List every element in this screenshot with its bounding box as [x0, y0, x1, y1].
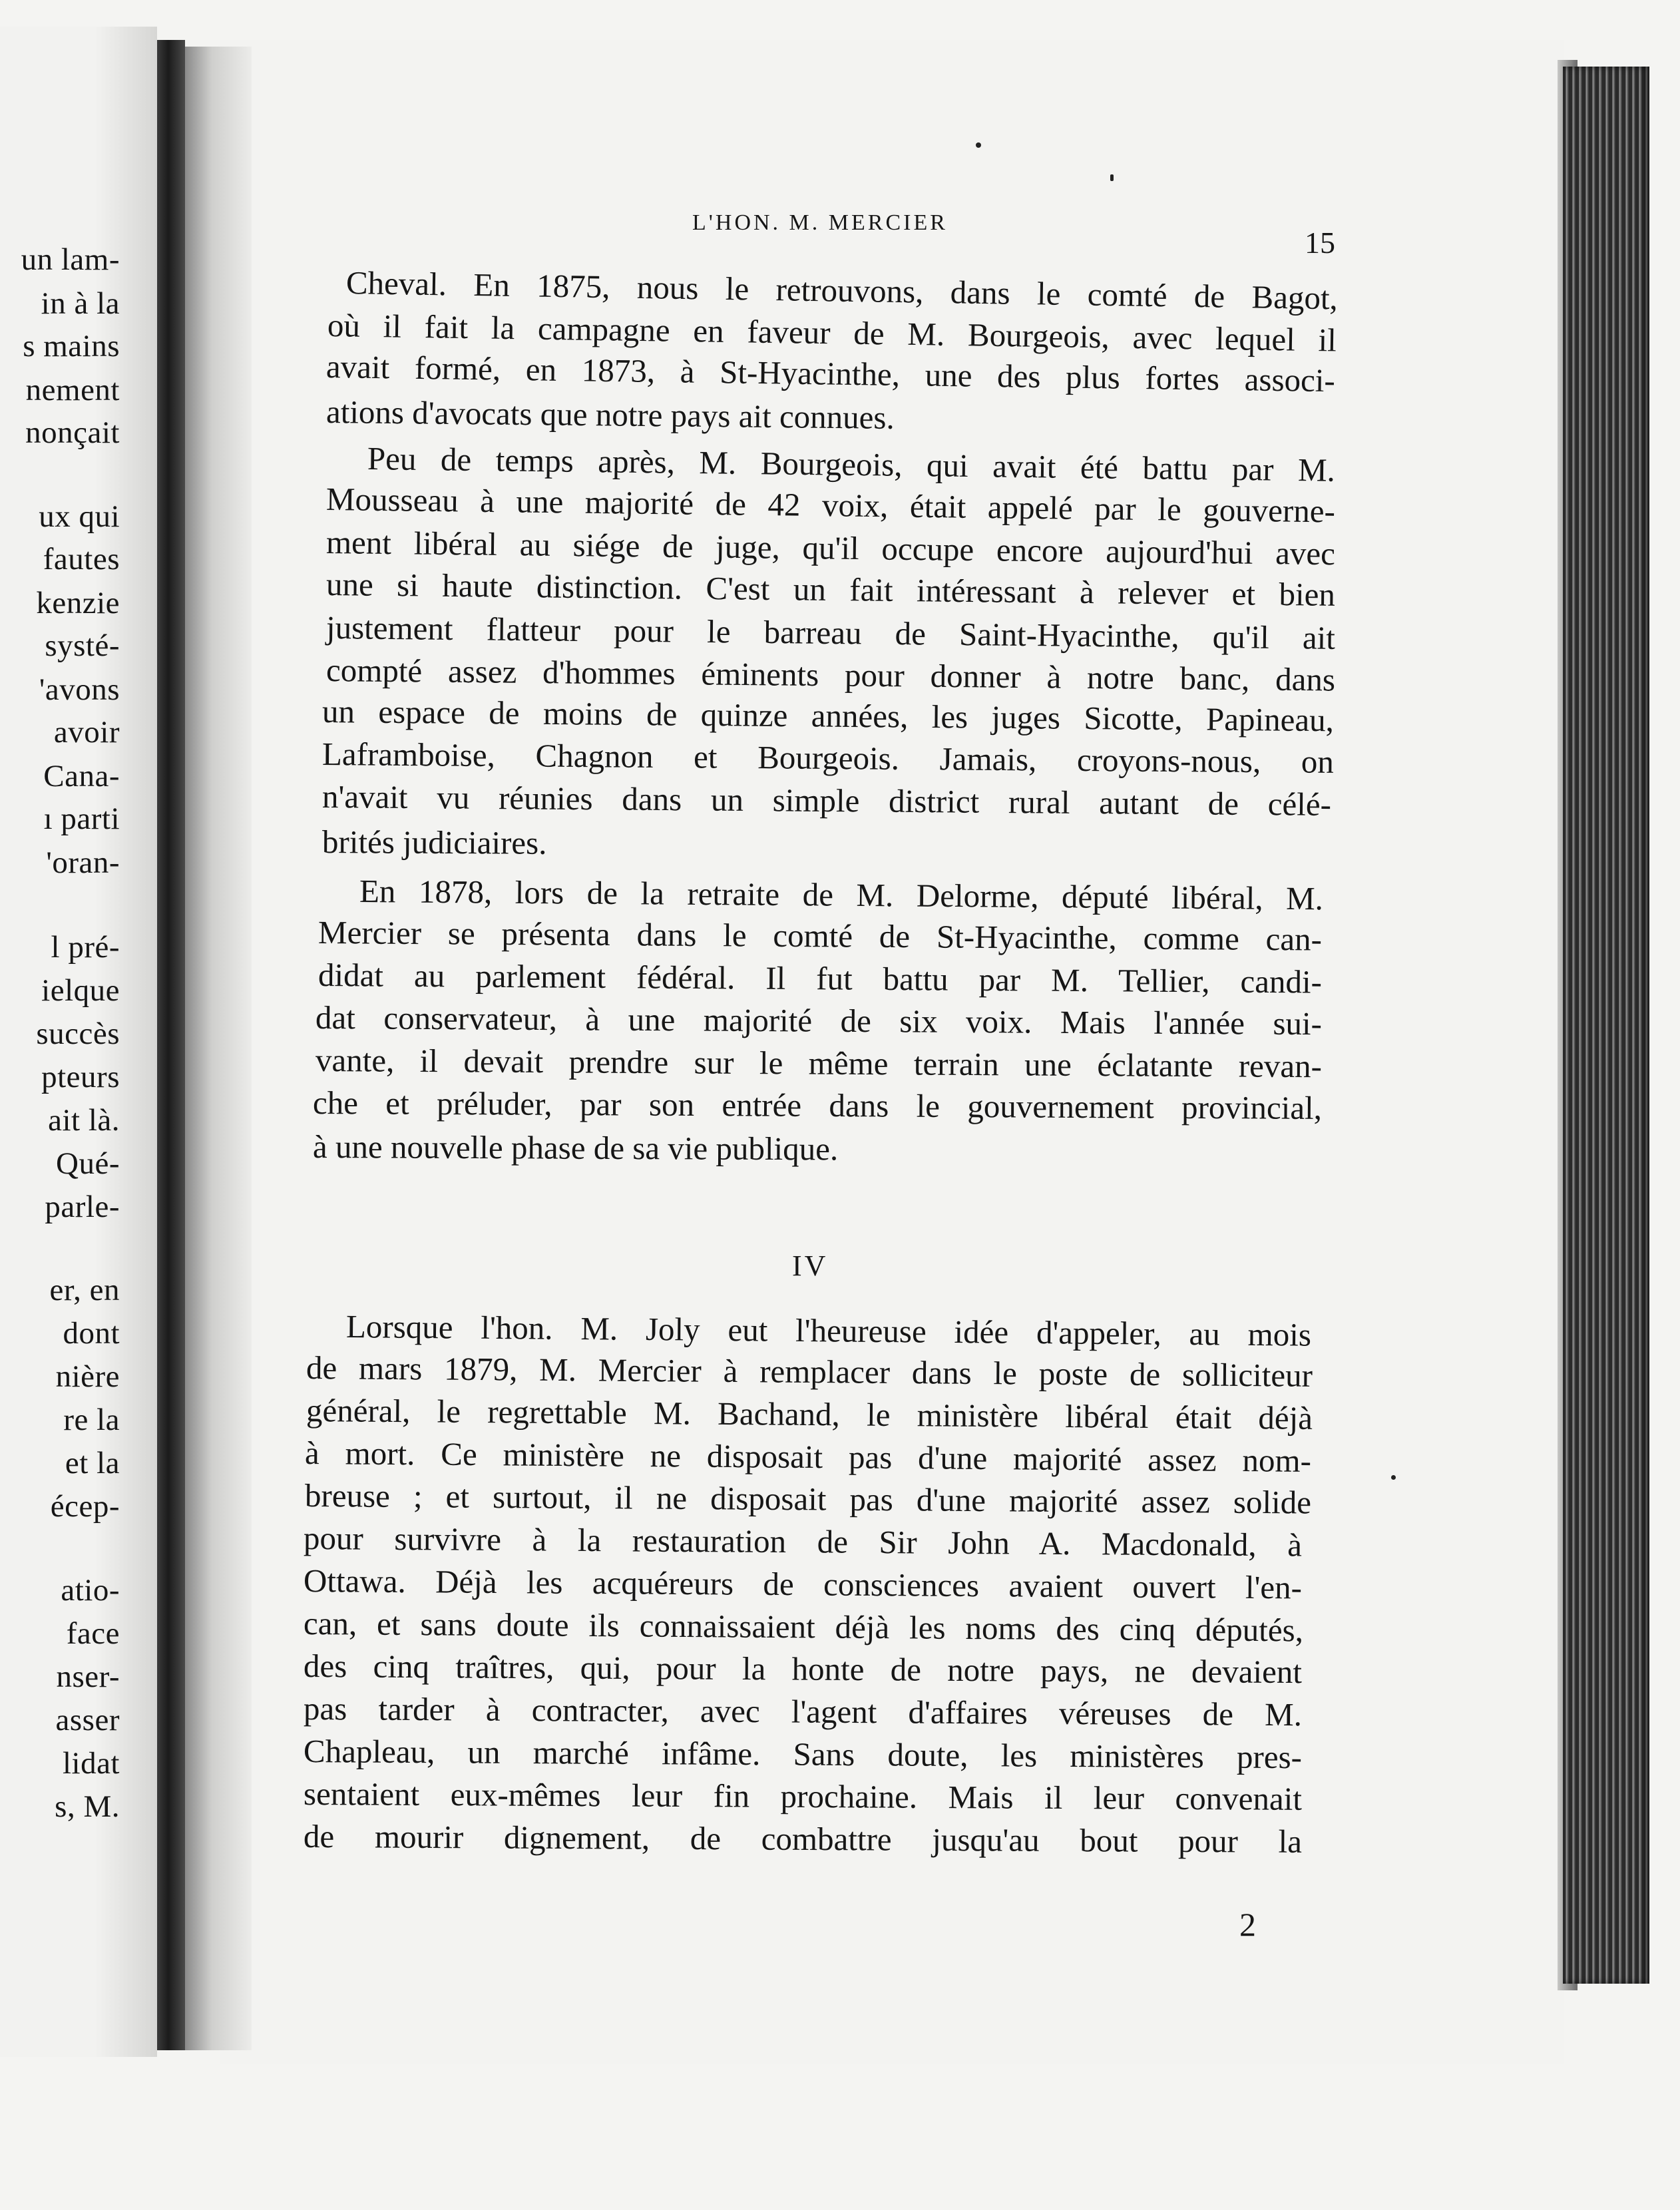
left-page-line: face — [66, 1616, 120, 1651]
left-page-line: écep- — [50, 1489, 120, 1524]
left-page-line: avoir — [53, 715, 120, 750]
left-page-line: nonçait — [25, 415, 120, 450]
left-page-line: ux qui — [39, 499, 120, 534]
body-text-line: n'avait vu réunies dans un simple district rural autant de célé- — [321, 778, 1332, 823]
left-page-line: et la — [65, 1446, 120, 1480]
body-text-line: brités judiciaires. — [321, 823, 547, 861]
body-text-line: avait formé, en 1873, à St-Hyacinthe, une des plus fortes associ- — [325, 348, 1336, 399]
body-text-line: can, et sans doute ils connaissaient déjà les noms des cinq députés, — [303, 1605, 1304, 1649]
body-text-line: Lorsque l'hon. M. Joly eut l'heureuse idée d'appeler, au mois — [345, 1308, 1312, 1353]
left-page-line: s, M. — [55, 1789, 120, 1824]
left-page-line: succès — [36, 1016, 120, 1051]
signature-mark: 2 — [1239, 1906, 1256, 1943]
body-text-line: didat au parlement fédéral. Il fut battu par M. Tellier, candi- — [317, 957, 1323, 1000]
page-edges — [1563, 67, 1649, 1984]
body-text-line: compté assez d'hommes éminents pour donner à notre banc, dans — [325, 652, 1336, 698]
left-page-line: l pré- — [51, 930, 120, 965]
body-text-line: ations d'avocats que notre pays ait connues. — [325, 393, 895, 436]
left-page-line: systé- — [45, 628, 120, 663]
body-text-line: où il fait la campagne en faveur de M. Bourgeois, avec lequel il — [327, 307, 1337, 359]
left-page-line: er, en — [49, 1273, 120, 1307]
left-page-line: 'oran- — [46, 845, 120, 880]
left-page-line: s mains — [23, 329, 120, 363]
body-text-line: che et préluder, par son entrée dans le gouvernement provincial, — [312, 1084, 1323, 1126]
left-page-line: parle- — [45, 1190, 120, 1224]
body-text-line: Mercier se présenta dans le comté de St-Hyacinthe, comme can- — [317, 914, 1323, 958]
body-text-line: des cinq traîtres, qui, pour la honte de notre pays, ne devaient — [303, 1648, 1303, 1691]
body-text-line: une si haute distinction. C'est un fait intéressant à relever et bien — [325, 566, 1336, 613]
left-page-line: nement — [25, 373, 120, 407]
body-text-line: de mars 1879, M. Mercier à remplacer dans le poste de solliciteur — [306, 1349, 1313, 1394]
page-number: 15 — [1305, 226, 1335, 260]
body-text-line: pas tarder à contracter, avec l'agent d'affaires véreuses de M. — [303, 1690, 1303, 1733]
left-page-line: ielque — [41, 973, 120, 1008]
body-text-line: Peu de temps après, M. Bourgeois, qui avait été battu par M. — [367, 440, 1336, 489]
left-page-line: nser- — [56, 1659, 120, 1694]
body-text-line: sentaient eux-mêmes leur fin prochaine. Mais il leur convenait — [303, 1775, 1303, 1817]
left-page-line: dont — [63, 1316, 120, 1351]
body-text-line: dat conservateur, à une majorité de six voix. Mais l'année sui- — [315, 999, 1323, 1042]
running-head: L'HON. M. MERCIER — [692, 210, 948, 235]
left-page-line: ait là. — [48, 1103, 120, 1138]
body-text-line: vante, il devait prendre sur le même terrain une éclatante revan- — [315, 1042, 1323, 1085]
left-page-line: 'avons — [39, 672, 120, 707]
left-page-line: un lam- — [21, 242, 120, 277]
left-page-line: ı parti — [43, 801, 120, 836]
body-text-line: pour survivre à la restauration de Sir John A. Macdonald, à — [303, 1520, 1303, 1564]
left-page-line: fautes — [43, 542, 120, 576]
ink-speck — [976, 142, 981, 148]
left-page-line: atio- — [61, 1573, 120, 1608]
body-text-line: En 1878, lors de la retraite de M. Delorme, député libéral, M. — [359, 873, 1324, 917]
body-text-line: Mousseau à une majorité de 42 voix, était appelé par le gouverne- — [325, 481, 1336, 530]
left-page-line: re la — [63, 1403, 120, 1437]
book-gutter — [157, 40, 185, 2050]
ink-speck — [1391, 1475, 1396, 1480]
body-text-line: à une nouvelle phase de sa vie publique. — [312, 1128, 839, 1168]
body-text-line: Chapleau, un marché infâme. Sans doute, les ministères pres- — [303, 1733, 1303, 1776]
left-page-line: Cana- — [43, 759, 120, 793]
left-page-line: pteurs — [41, 1060, 120, 1094]
left-page-line: kenzie — [36, 586, 120, 620]
body-text-line: Cheval. En 1875, nous le retrouvons, dans le comté de Bagot, — [345, 264, 1339, 317]
body-text-line: à mort. Ce ministère ne disposait pas d'une majorité assez nom- — [304, 1435, 1312, 1479]
ink-speck — [1110, 174, 1114, 181]
left-page — [0, 27, 157, 2057]
left-page-line: Qué- — [56, 1146, 120, 1181]
body-text-line: breuse ; et surtout, il ne disposait pas d'une majorité assez solide — [304, 1477, 1312, 1521]
left-page-line: nière — [55, 1359, 120, 1394]
body-text-line: Laframboise, Chagnon et Bourgeois. Jamais, croyons-nous, on — [321, 736, 1335, 780]
section-heading: IV — [792, 1249, 829, 1282]
body-text-line: ment libéral au siége de juge, qu'il occupe encore aujourd'hui avec — [325, 524, 1336, 572]
left-page-line: lidat — [62, 1746, 120, 1781]
left-page-line: asser — [55, 1703, 120, 1737]
body-text-line: général, le regrettable M. Bachand, le ministère libéral était déjà — [306, 1392, 1313, 1436]
body-text-line: Ottawa. Déjà les acquéreurs de consciences avaient ouvert l'en- — [303, 1562, 1303, 1606]
body-text-line: un espace de moins de quinze années, les juges Sicotte, Papineau, — [321, 693, 1335, 739]
body-text-line: justement flatteur pour le barreau de Saint-Hyacinthe, qu'il ait — [325, 609, 1336, 656]
gutter-shadow — [185, 47, 252, 2050]
left-page-line: in à la — [41, 286, 120, 321]
body-text-line: de mourir dignement, de combattre jusqu'au bout pour la — [303, 1818, 1303, 1860]
